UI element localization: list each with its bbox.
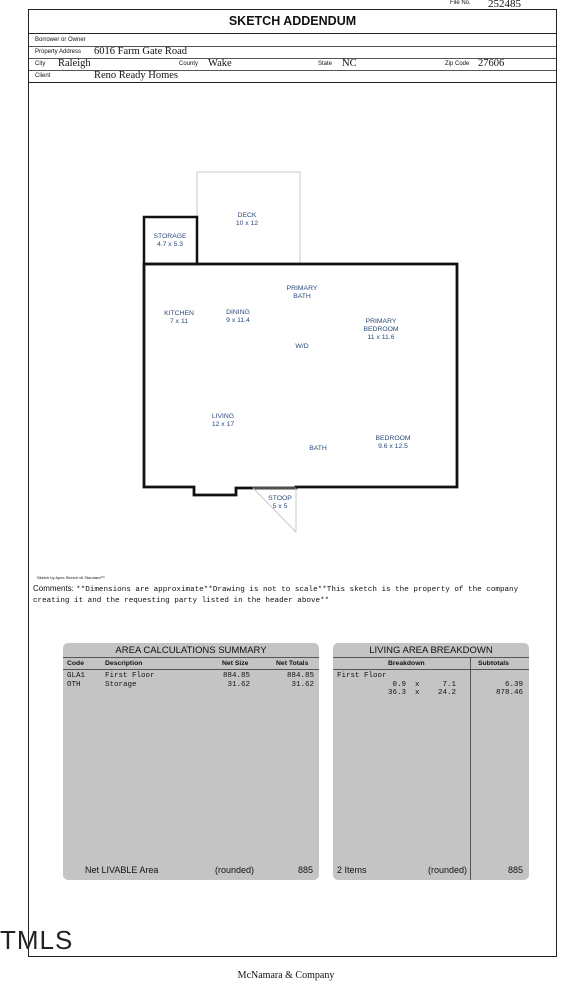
page-title: SKETCH ADDENDUM [28,9,557,34]
city-label: City [35,61,46,67]
table-cell: Storage [105,681,137,689]
address-label: Property Address [35,49,82,55]
table-cell: 884.85 [222,672,250,680]
table-cell: 0.9 [392,681,406,689]
room-label-bedroom [367,435,419,451]
table-cell: x [415,689,420,697]
col-breakdown: Breakdown [388,660,425,667]
divider [333,669,529,670]
room-name: STOOP [268,495,292,502]
room-name: PRIMARY [286,285,318,292]
room-name: DECK [237,212,257,219]
comments-label: Comments: [33,584,74,593]
company-name: McNamara & Company [237,970,335,981]
address-value: 6016 Farm Gate Road [94,46,188,57]
living-breakdown-title: LIVING AREA BREAKDOWN [369,645,493,656]
col-net-totals: Net Totals [276,660,309,667]
table-cell: 24.2 [437,689,456,697]
net-livable-label: Net LIVABLE Area [85,865,159,875]
room-name: KITCHEN [164,310,194,317]
divider [333,657,529,658]
borrower-label: Borrower or Owner [35,37,86,43]
table-cell: 6.39 [504,681,523,689]
room-dims: 9 x 11.4 [226,317,250,324]
room-name: BEDROOM [363,326,399,333]
room-name: DINING [226,309,250,316]
living-total-value: 885 [508,865,524,875]
table-cell: GLA1 [67,672,86,680]
net-livable-value: 885 [298,865,314,875]
divider [63,669,319,670]
client-value: Reno Ready Homes [94,70,178,81]
state-label: State [318,61,333,67]
mls-logo: TMLS [0,925,74,955]
room-name: LIVING [211,413,235,420]
floor-label: First Floor [337,672,387,680]
room-label-stoop [255,495,305,511]
area-summary-title: AREA CALCULATIONS SUMMARY [115,645,267,656]
room-label-primary-bath [277,285,327,301]
room-dims: 10 x 12 [235,220,259,227]
zip-value: 27606 [478,58,505,69]
room-label-storage [145,233,195,249]
room-label-bath: BATH [309,445,327,452]
zip-label: Zip Code [445,61,470,67]
table-cell: 884.85 [286,672,314,680]
room-label-deck [222,212,272,228]
items-count: 2 Items [337,865,367,875]
table-cell: First Floor [105,672,155,680]
divider [63,657,319,658]
col-code: Code [67,660,84,667]
room-dims: 12 x 17 [211,421,235,428]
room-label-living [198,413,248,429]
table-cell: 31.62 [227,681,250,689]
rounded-label: (rounded) [428,865,468,875]
divider [470,657,471,880]
client-label: Client [35,73,51,79]
table-cell: OTH [67,681,81,689]
table-cell: 31.62 [291,681,314,689]
col-net-size: Net Size [222,660,249,667]
col-description: Description [105,660,143,667]
room-dims: 5 x 5 [272,503,288,510]
room-dims: 7 x 11 [169,318,188,325]
col-subtotals: Subtotals [478,660,509,667]
room-label-kitchen [154,310,204,326]
room-name: BEDROOM [375,435,411,442]
room-label-wd: W/D [295,343,309,350]
room-name: PRIMARY [365,318,397,325]
city-value: Raleigh [58,58,91,69]
room-name: STORAGE [153,233,187,240]
file-no-value: 252485 [488,0,521,10]
comments-text: **Dimensions are approximate**Drawing is not to scale**This sketch is the property of the company creating it and the requesting party listed in the header above** [33,586,519,605]
room-dims: 4.7 x 5.3 [156,241,184,248]
rounded-label: (rounded) [215,865,255,875]
table-cell: x [415,681,420,689]
room-dims: 11 x 11.6 [367,334,395,341]
apex-note: Sketch by Apex Sketch v6 Standard™ [37,575,105,580]
state-value: NC [342,58,357,69]
room-label-primary-bedroom [355,318,407,342]
county-value: Wake [208,58,232,69]
table-cell: 878.46 [495,689,523,697]
room-label-dining [213,309,263,325]
table-cell: 36.3 [387,689,406,697]
comments-block [33,584,555,606]
file-no-label: File No. [450,0,471,6]
county-label: County [179,61,199,67]
table-cell: 7.1 [442,681,456,689]
room-dims: 9.6 x 12.5 [378,443,408,450]
room-name: BATH [293,293,311,300]
